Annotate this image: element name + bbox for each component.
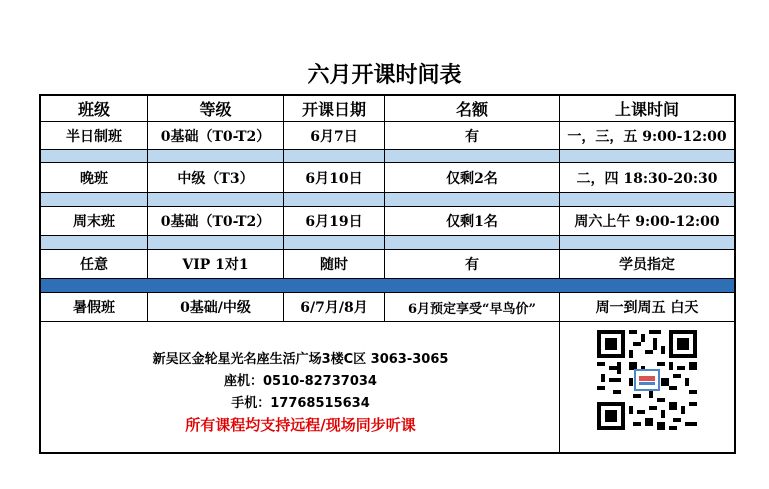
cell-start-date: 6月19日 [284, 207, 385, 235]
page-title: 六月开课时间表 [307, 63, 462, 88]
cell-start-date: 6月7日 [284, 122, 385, 149]
table-row [41, 122, 734, 149]
cell-class-time: 周一到周五 白天 [595, 300, 699, 316]
cell-seats: 有 [385, 122, 560, 149]
cell-seats: 仅剩2名 [385, 163, 560, 192]
cell-level: 中级（T3） [148, 163, 284, 192]
remote-notice: 所有课程均支持远程/现场同步听课 [185, 416, 416, 434]
header-class-time: 上课时间 [614, 100, 679, 119]
landline-text: 座机：0510-82737034 [224, 374, 377, 389]
cell-seats: 有 [385, 250, 560, 278]
table-row [41, 250, 734, 278]
schedule-table [39, 94, 736, 454]
mobile-text: 手机：17768515634 [231, 396, 370, 411]
row-separator-stripe-dark [41, 279, 734, 292]
cell-start-date: 随时 [284, 250, 385, 278]
row-separator-stripe [41, 193, 734, 206]
cell-level: VIP 1对1 [148, 250, 284, 278]
contact-info [41, 322, 560, 452]
header-start-date: 开课日期 [284, 96, 385, 121]
cell-start-date: 6月10日 [284, 163, 385, 192]
table-row [41, 207, 734, 235]
cell-class-time: 周六上午 9:00-12:00 [574, 214, 720, 230]
cell-level: 0基础（T0-T2） [148, 207, 284, 235]
row-separator-stripe [41, 150, 734, 162]
cell-level: 0基础/中级 [148, 293, 284, 321]
address-text: 新吴区金轮星光名座生活广场3楼C区 3063-3065 [152, 352, 449, 367]
cell-class-time: 二，四 18:30-20:30 [576, 170, 718, 187]
table-row [41, 163, 734, 192]
cell-class: 任意 [41, 250, 148, 278]
table-row [41, 293, 734, 321]
cell-seats: 6月预定享受“早鸟价” [385, 293, 560, 321]
cell-class: 暑假班 [41, 293, 148, 321]
cell-class-time: 学员指定 [619, 257, 675, 273]
cell-start-date: 6/7月/8月 [284, 293, 385, 321]
cell-class-time: 一，三，五 9:00-12:00 [567, 128, 727, 145]
cell-class: 周末班 [41, 207, 148, 235]
table-header-row [41, 96, 734, 121]
cell-seats: 仅剩1名 [385, 207, 560, 235]
row-separator-stripe [41, 236, 734, 249]
qr-code-icon [597, 330, 697, 430]
cell-class: 半日制班 [41, 122, 148, 149]
cell-class: 晚班 [41, 163, 148, 192]
header-level: 等级 [148, 96, 284, 121]
header-seats: 名额 [385, 96, 560, 121]
header-class: 班级 [41, 96, 148, 121]
cell-level: 0基础（T0-T2） [148, 122, 284, 149]
